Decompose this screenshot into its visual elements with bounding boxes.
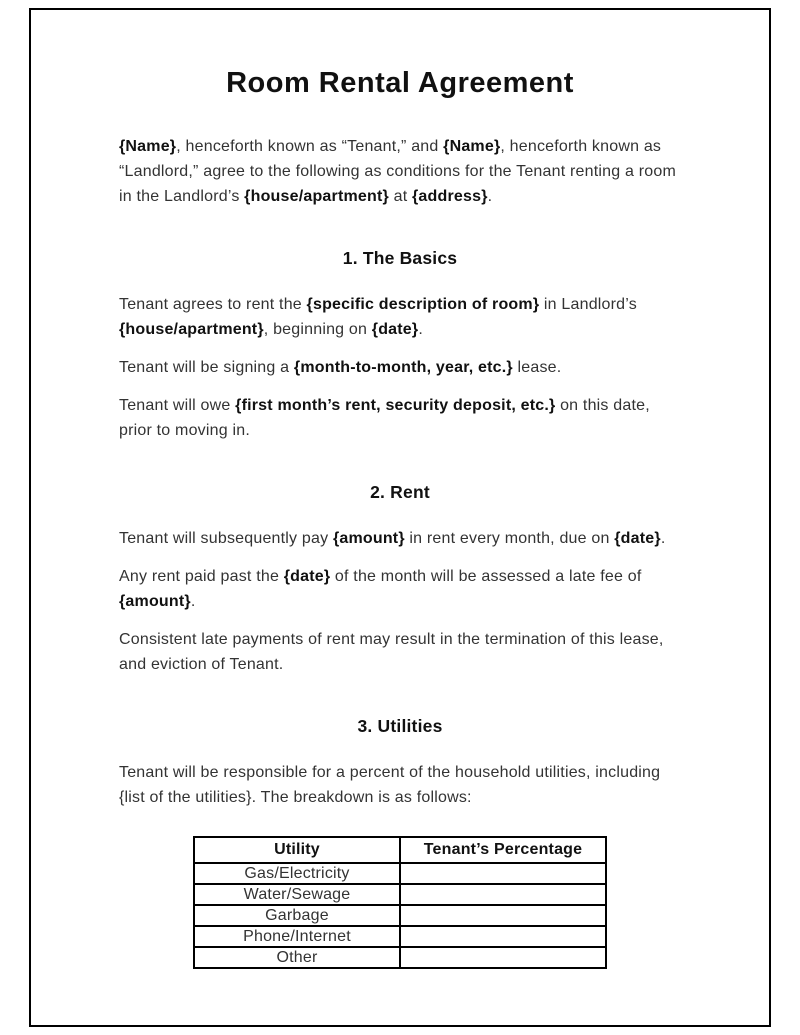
basics-paragraph-1: Tenant agrees to rent the {specific description of room} in Landlord’s {house/apartment}, beginning on {date}. — [119, 296, 637, 338]
rent-paragraph-1: Tenant will subsequently pay {amount} in rent every month, due on {date}. — [119, 530, 666, 547]
basics-paragraph-3: Tenant will owe {first month’s rent, security deposit, etc.} on this date, prior to moving in. — [119, 397, 650, 439]
percentage-cell — [400, 926, 606, 947]
document-title: Room Rental Agreement — [226, 67, 574, 99]
section-heading-basics: 1. The Basics — [342, 248, 458, 268]
utility-cell: Water/Sewage — [194, 884, 400, 905]
table-header-row — [194, 837, 606, 863]
rent-paragraph-3: Consistent late payments of rent may result in the termination of this lease, and eviction of Tenant. — [119, 631, 664, 673]
intro-paragraph: {Name}, henceforth known as “Tenant,” and {Name}, henceforth known as “Landlord,” agree to the following as conditions for the Tenant renting a room in the Landlord’s {house/apartment} at {address}. — [119, 138, 676, 205]
utility-cell: Phone/Internet — [194, 926, 400, 947]
table-row — [194, 863, 606, 884]
section-heading-rent: 2. Rent — [370, 482, 430, 502]
percentage-cell — [400, 863, 606, 884]
percentage-column-header: Tenant’s Percentage — [400, 837, 606, 863]
rent-paragraph-2: Any rent paid past the {date} of the month will be assessed a late fee of {amount}. — [119, 568, 642, 610]
basics-paragraph-2: Tenant will be signing a {month-to-month, year, etc.} lease. — [119, 359, 562, 376]
utility-cell: Other — [194, 947, 400, 968]
utilities-table — [193, 836, 607, 969]
document-content — [119, 66, 681, 969]
section-heading-utilities: 3. Utilities — [357, 716, 443, 736]
utilities-paragraph-1: Tenant will be responsible for a percent of the household utilities, including {list of the utilities}. The breakdown is as follows: — [119, 764, 661, 806]
utility-cell: Garbage — [194, 905, 400, 926]
utility-column-header: Utility — [194, 837, 400, 863]
table-row — [194, 884, 606, 905]
table-row — [194, 905, 606, 926]
percentage-cell — [400, 947, 606, 968]
page-border — [29, 8, 771, 1027]
percentage-cell — [400, 884, 606, 905]
utility-cell: Gas/Electricity — [194, 863, 400, 884]
percentage-cell — [400, 905, 606, 926]
table-row — [194, 947, 606, 968]
table-row — [194, 926, 606, 947]
